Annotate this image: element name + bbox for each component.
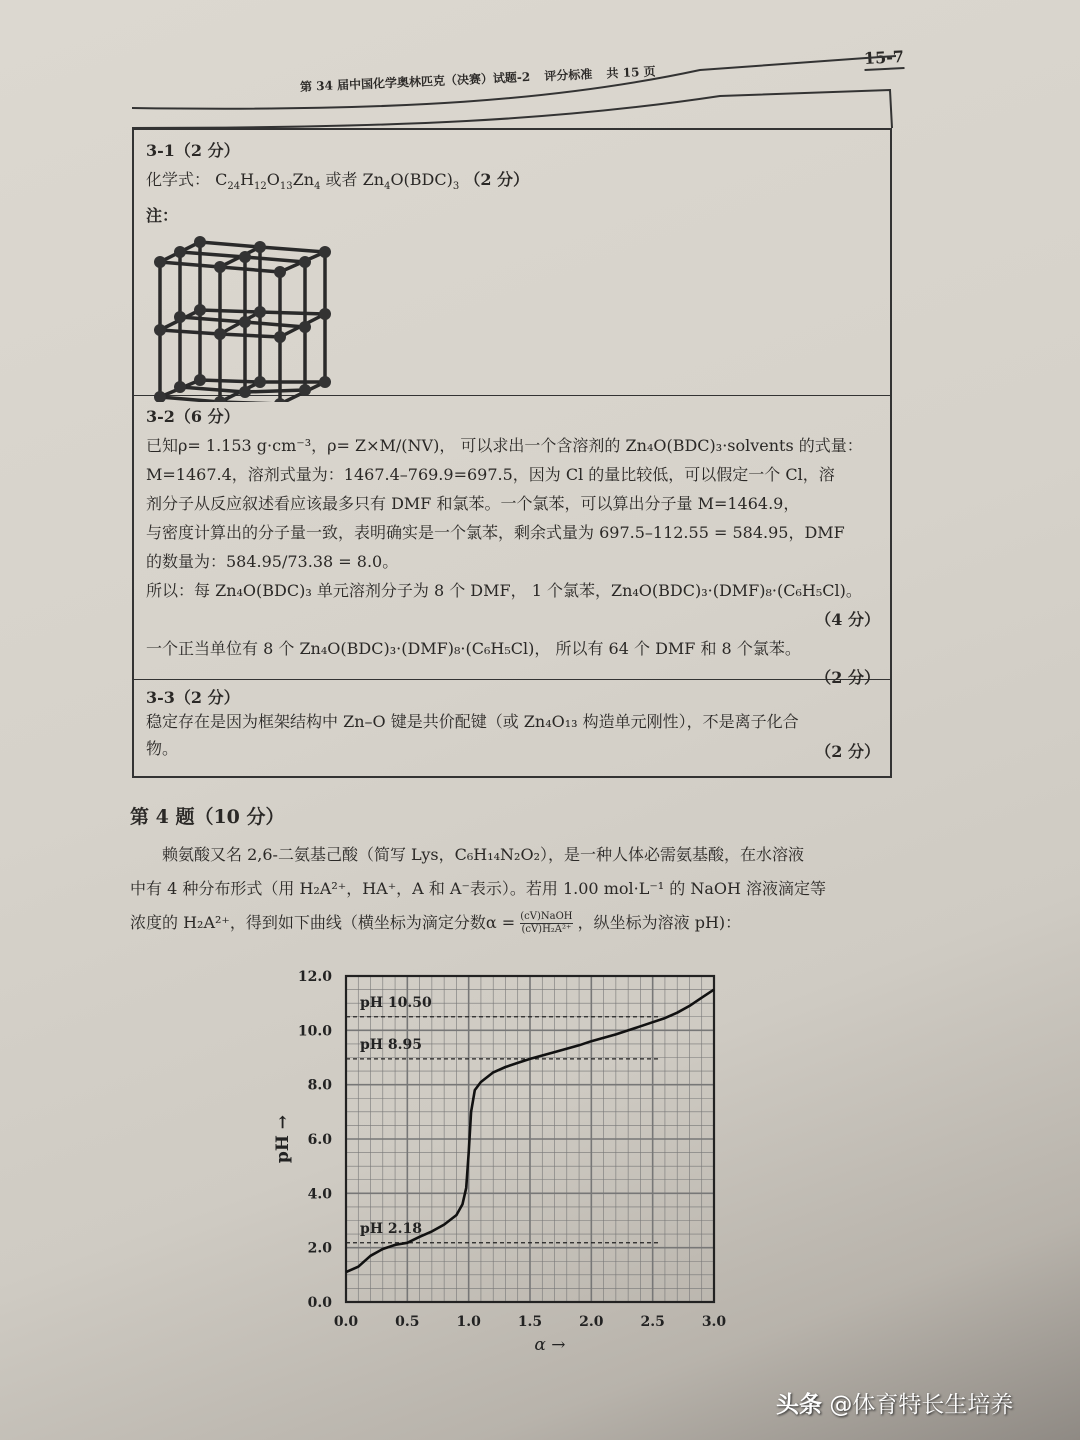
points: （2 分） (815, 668, 880, 687)
page-number: 15-7 (863, 47, 904, 71)
formula-1: $C_{24}H_{12}O_{13}Zn_4$ (215, 170, 321, 193)
question-4 (130, 800, 880, 940)
exam-title: 第 34 届中国化学奥林匹克（决赛）试题-2 (299, 69, 531, 94)
svg-text:10.0: 10.0 (297, 1023, 332, 1040)
fraction-denominator: (cV)H₂A²⁺ (521, 924, 572, 935)
text-line: 已知ρ= 1.153 g·cm⁻³，ρ= Z×M/(NV)， 可以求出一个含溶剂的 Zn₄O(BDC)₃·solvents 的式量： (146, 436, 863, 455)
svg-text:0.0: 0.0 (333, 1314, 359, 1330)
paragraph: 中有 4 种分布形式（用 H₂A²⁺，HA⁺，A 和 A⁻表示）。若用 1.00 mol·L⁻¹ 的 NaOH 溶液滴定等 (130, 879, 827, 898)
note-label: 注： (146, 206, 179, 226)
paragraph-text: ，纵坐标为溶液 pH)： (577, 913, 742, 932)
text-line: 与密度计算出的分子量一致，表明确实是一个氯苯，剩余式量为 697.5–112.55 = 584.95，DMF (146, 523, 845, 542)
svg-text:pH 2.18: pH 2.18 (360, 1220, 422, 1237)
svg-text:2.5: 2.5 (640, 1314, 665, 1330)
text-line: 一个正当单位有 8 个 Zn₄O(BDC)₃·(DMF)₈·(C₆H₅Cl)， 所以有 64 个 DMF 和 8 个氯苯。 (146, 639, 801, 658)
doc-type: 评分标准 (544, 67, 593, 84)
text-line: 物。 (146, 739, 179, 758)
svg-text:α →: α → (534, 1335, 566, 1352)
svg-text:pH 10.50: pH 10.50 (360, 994, 432, 1011)
svg-text:3.0: 3.0 (701, 1314, 727, 1330)
question-title: 第 4 题（10 分） (130, 806, 285, 828)
formula-2: $Zn_4O(BDC)_3$ (362, 170, 460, 193)
svg-text:pH 8.95: pH 8.95 (360, 1036, 422, 1053)
section-3-2 (132, 396, 892, 687)
watermark-brand: 头条 (776, 1392, 822, 1418)
watermark-handle: @体育特长生培养 (829, 1392, 1014, 1418)
points: （4 分） (815, 610, 880, 629)
svg-text:pH →: pH → (273, 1114, 293, 1164)
svg-text:12.0: 12.0 (297, 969, 332, 985)
lattice-diagram-icon (150, 232, 340, 402)
text-line: 剂分子从反应叙述看应该最多只有 DMF 和氯苯。一个氯苯，可以算出分子量 M=1464.9， (146, 494, 800, 513)
points: （2 分） (815, 742, 880, 761)
formula-line (146, 165, 880, 201)
svg-text:2.0: 2.0 (307, 1240, 332, 1257)
svg-text:1.0: 1.0 (456, 1314, 481, 1330)
text-line: 所以：每 Zn₄O(BDC)₃ 单元溶剂分子为 8 个 DMF， 1 个氯苯，Zn₄O(BDC)₃·(DMF)₈·(C₆H₅Cl)。 (146, 581, 862, 600)
svg-text:1.5: 1.5 (517, 1314, 543, 1330)
paragraph-text: 浓度的 H₂A²⁺，得到如下曲线（横坐标为滴定分数α = (130, 913, 516, 932)
svg-text:2.0: 2.0 (579, 1314, 604, 1330)
text-line: 稳定存在是因为框架结构中 Zn–O 键是共价配键（或 Zn₄O₁₃ 构造单元刚性），不是离子化合 (146, 712, 799, 731)
total-pages: 共 15 页 (606, 64, 656, 81)
section-title: 3-1（2 分） (146, 141, 240, 160)
formula-or: 或者 (325, 170, 358, 189)
section-3-3 (132, 680, 892, 778)
titration-chart (270, 962, 730, 1352)
watermark (776, 1386, 1013, 1419)
paragraph: 赖氨酸又名 2,6-二氨基己酸（简写 Lys，C₆H₁₄N₂O₂），是一种人体必需氨基酸，在水溶液 (162, 845, 805, 864)
formula-label: 化学式： (146, 170, 211, 189)
section-title: 3-2（6 分） (146, 407, 240, 426)
svg-text:0.0: 0.0 (307, 1295, 332, 1311)
text-line: 的数量为：584.95/73.38 = 8.0。 (146, 552, 399, 571)
svg-text:6.0: 6.0 (307, 1132, 332, 1148)
svg-text:8.0: 8.0 (307, 1077, 332, 1094)
points: （2 分） (464, 170, 530, 189)
section-title: 3-3（2 分） (146, 688, 240, 707)
paragraph (130, 906, 880, 940)
alpha-fraction (520, 911, 572, 936)
svg-text:4.0: 4.0 (307, 1186, 332, 1203)
section-3-1 (132, 128, 892, 396)
fraction-numerator: (cV)NaOH (520, 911, 573, 922)
text-line: M=1467.4，溶剂式量为：1467.4–769.9=697.5，因为 Cl 的量比较低，可以假定一个 Cl，溶 (146, 465, 835, 484)
svg-text:0.5: 0.5 (395, 1314, 420, 1330)
